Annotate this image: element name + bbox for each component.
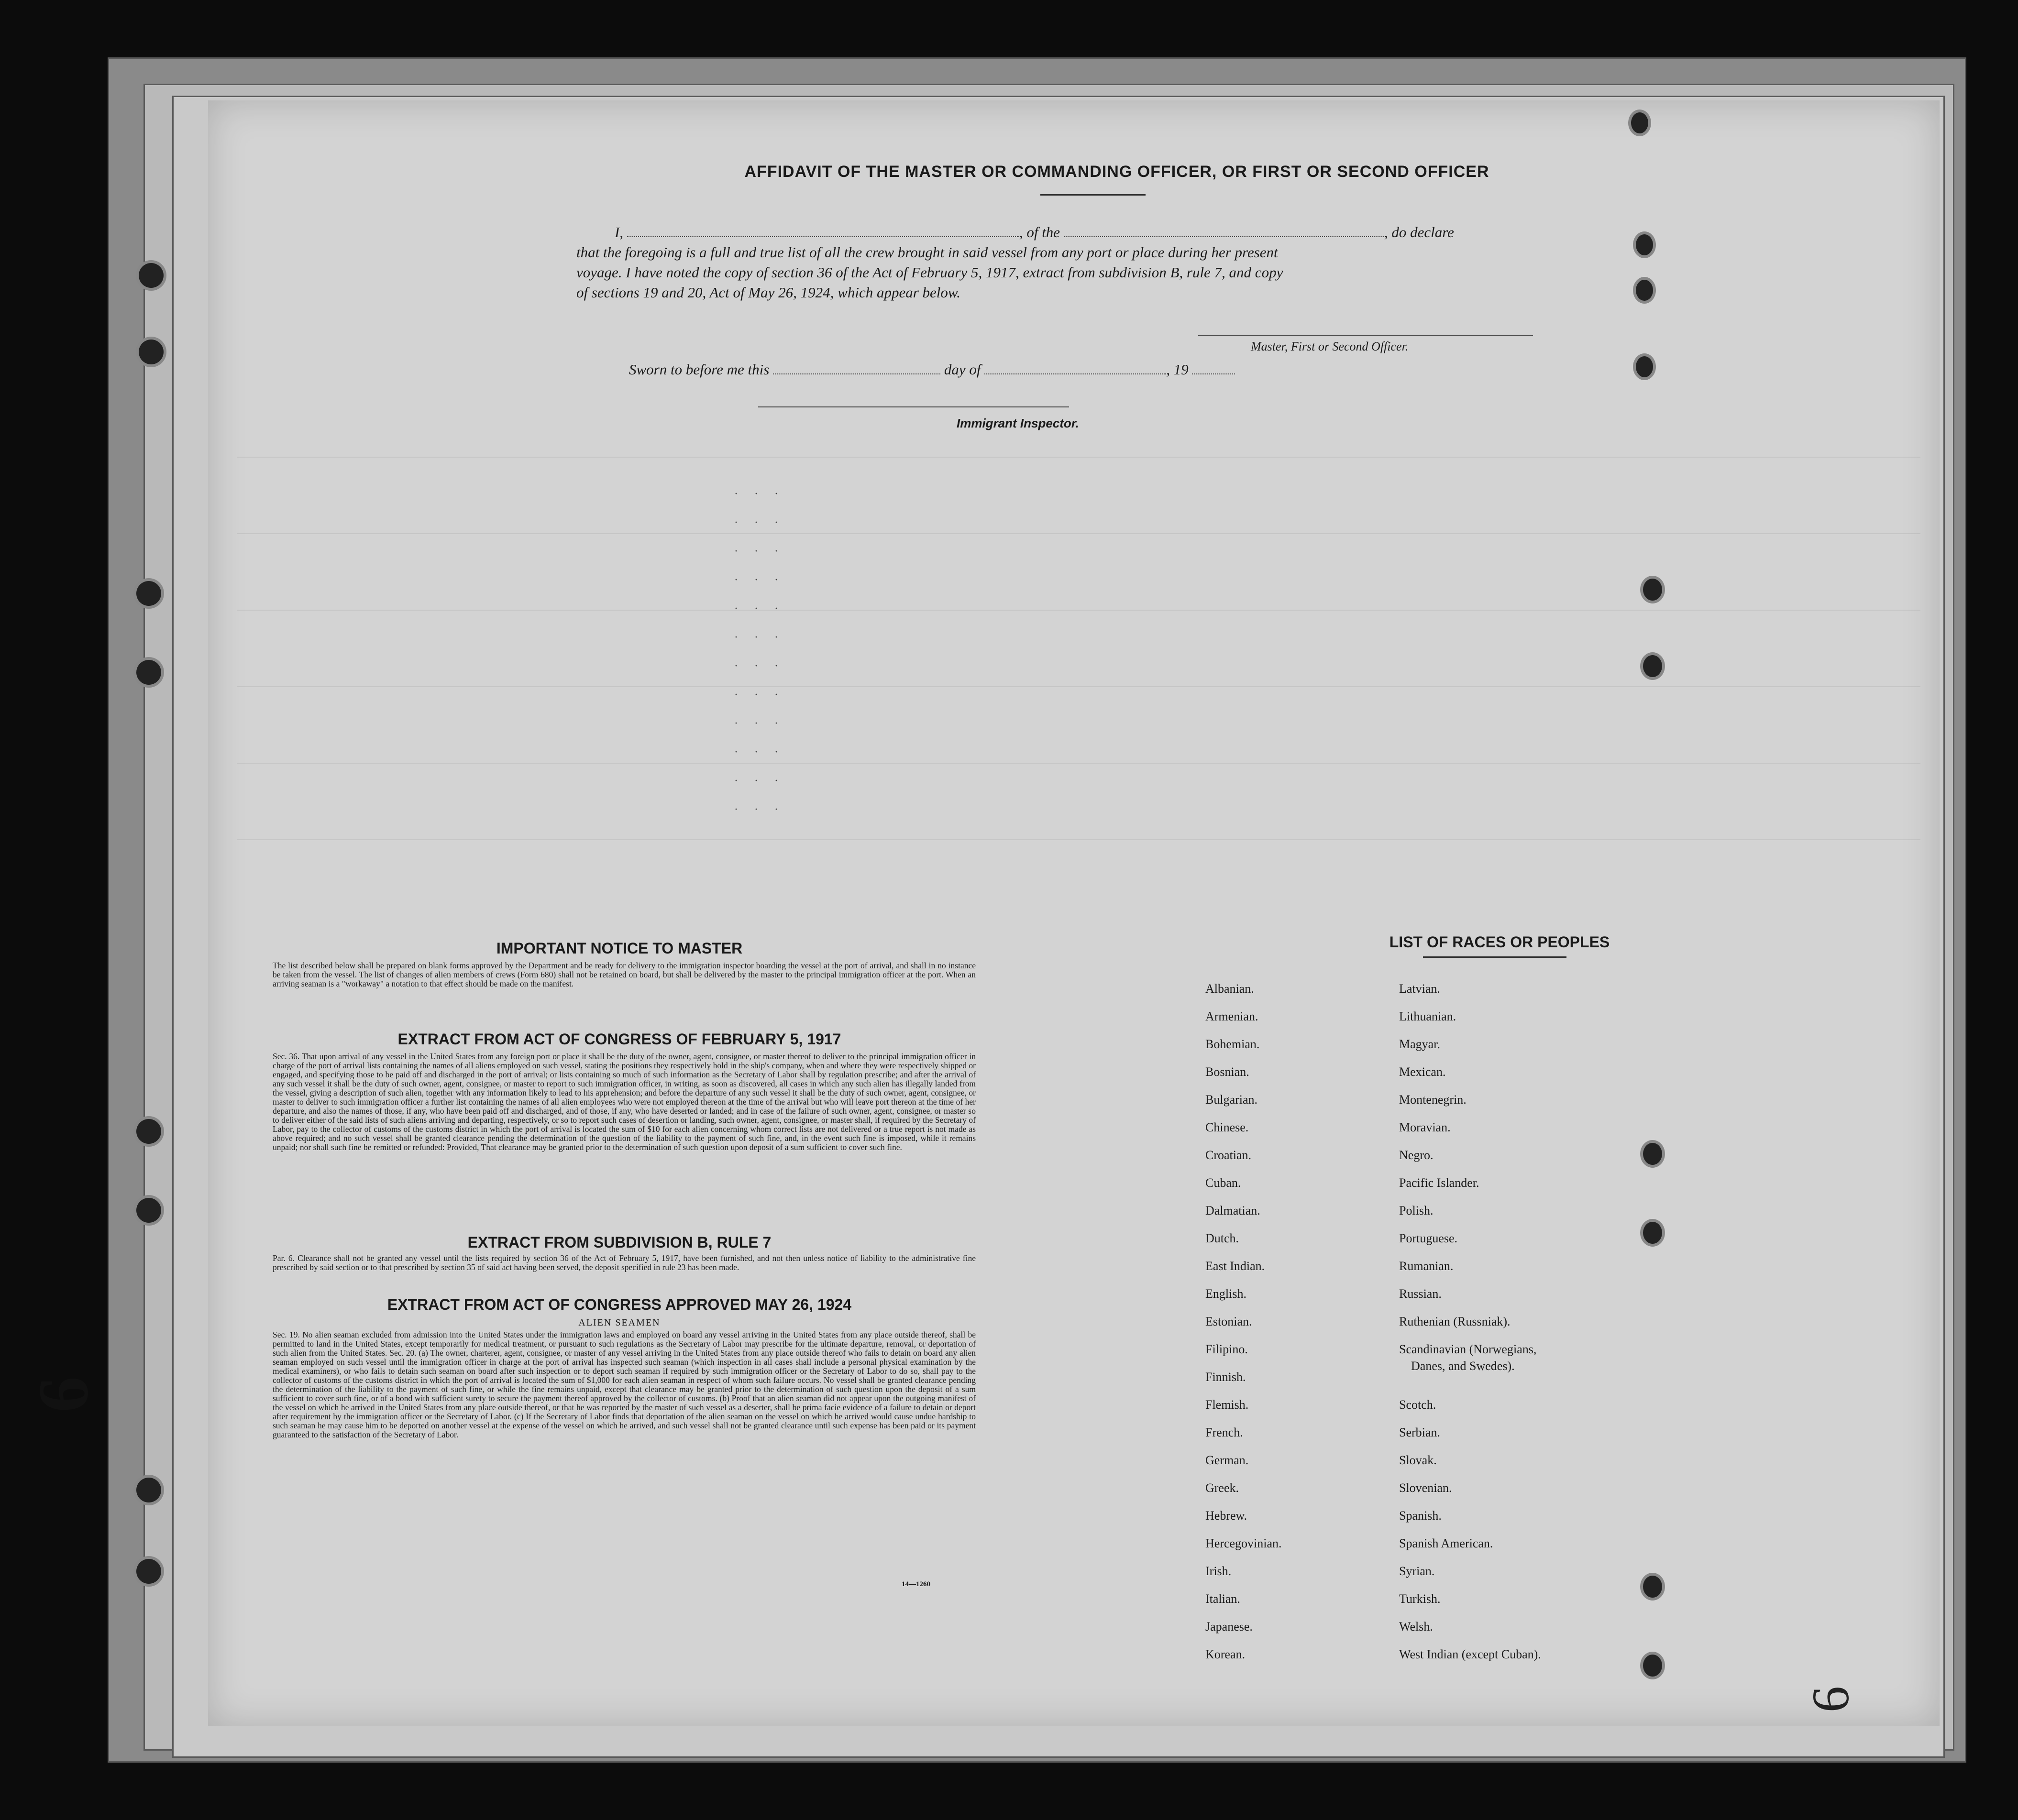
page-number: 6 — [1801, 1686, 1860, 1712]
punch-hole-icon — [136, 581, 161, 606]
extract-subtitle: ALIEN SEAMEN — [578, 1317, 661, 1328]
dot-leader: · · · — [734, 689, 785, 701]
punch-hole-icon — [139, 263, 164, 288]
extract-body: Par. 6. Clearance shall not be granted any vessel until the lists required by section 36 of the Act of February 5, 1917, have been furnished, and not then unless notice of liability to the administrative fine prescribed by said section or to that prescribed by section 35 of said act having been served, the deposit specified in rule 23 has been made. — [273, 1253, 976, 1272]
race-item: Chinese. — [1205, 1120, 1249, 1134]
vessel-field[interactable] — [1064, 224, 1384, 237]
page-number: 6 — [23, 1376, 103, 1413]
dot-leader: · · · — [734, 660, 785, 672]
race-item: Serbian. — [1399, 1425, 1440, 1439]
race-item: Moravian. — [1399, 1120, 1451, 1134]
dot-leader: · · · — [734, 488, 785, 500]
extract-title: EXTRACT FROM ACT OF CONGRESS OF FEBRUARY 5, 1917 — [397, 1031, 841, 1048]
dot-leader: · · · — [734, 574, 785, 586]
sworn-line — [629, 361, 1235, 378]
race-item: Portuguese. — [1399, 1231, 1458, 1245]
sworn-text: , 19 — [1166, 361, 1189, 378]
race-item: Irish. — [1205, 1564, 1232, 1578]
divider — [1040, 194, 1146, 196]
race-item: Lithuanian. — [1399, 1009, 1456, 1023]
race-item: Russian. — [1399, 1287, 1442, 1301]
divider — [1423, 956, 1566, 958]
signature-line[interactable] — [1198, 335, 1533, 336]
punch-hole-icon — [1636, 280, 1653, 301]
notice-body: The list described below shall be prepared on blank forms approved by the Department and be ready for delivery to the immigration inspector boarding the vessel at the port of arrival, and shall in no instance be taken from the vessel. The list of changes of alien members of crews (Form 680) shall not be retained on board, but shall be delivered by the master to the principal immigration officer at the port. When an arriving seaman is a "workaway" a notation to that effect should be made on the manifest. — [273, 961, 976, 988]
extract-body: Sec. 19. No alien seaman excluded from admission into the United States under the immigration laws and employed on board any vessel arriving in the United States from any place outside thereof, shall be permitted to land in the United States, except temporarily for medical treatment, or pursuant to such regulations as the Secretary of Labor may prescribe for the ultimate departure, removal, or deportation of such alien from the United States. Sec. 20. (a) The owner, charterer, agent, consignee, or master of any vessel arriving in the United States from any place outside thereof who fails to detain on board any alien seaman employed on such vessel until the immigration officer in charge at the port of arrival has inspected such seaman (which inspection in all cases shall include a personal physical examination by the medical examiners), or who fails to detain such seaman on board after such inspection or to deport such seaman if required by such immigration officer or the Secretary of Labor to do so, shall pay to the collector of customs of the customs district in which the port of arrival is located the sum of $1,000 for each alien seaman in respect of whom such failure occurs. No vessel shall be granted clearance pending the determination of the liability to the payment of such fine, or while the fine remains unpaid, except that clearance may be granted prior to the determination of such question upon the deposit of a sum sufficient to cover such fine, or of a bond with sufficient surety to secure the payment thereof approved by the collector of customs. (b) Proof that an alien seaman did not appear upon the outgoing manifest of the vessel on which he arrived in the United States from any place outside thereof, or that he was reported by the master of such vessel as a deserter, shall be prima facie evidence of a failure to detain or deport after requirement by the immigration officer or the Secretary of Labor. (c) If the Secretary of Labor finds that deportation of the alien seaman on the vessel on which he arrived would cause undue hardship to such seaman he may cause him to be deported on another vessel at the expense of the vessel on which he arrived, and such vessel shall not be granted clearance until such expense has been paid or its payment guaranteed to the satisfaction of the Secretary of Labor. — [273, 1330, 976, 1439]
race-item: English. — [1205, 1287, 1246, 1301]
race-item: Bosnian. — [1205, 1065, 1249, 1079]
race-item: Negro. — [1399, 1148, 1434, 1162]
race-item: Armenian. — [1205, 1009, 1258, 1023]
punch-hole-icon — [1643, 655, 1662, 677]
race-item: Mexican. — [1399, 1065, 1446, 1079]
race-item: Finnish. — [1205, 1370, 1246, 1384]
affidavit-line — [615, 224, 1454, 241]
race-item: East Indian. — [1205, 1259, 1265, 1273]
affidavit-text: voyage. I have noted the copy of section 36 of the Act of February 5, 1917, extract from subdivision B, rule 7, and copy — [576, 264, 1283, 281]
document-sheet — [208, 100, 1940, 1726]
signature-line[interactable] — [758, 406, 1069, 407]
race-item: Rumanian. — [1399, 1259, 1454, 1273]
race-item: Japanese. — [1205, 1620, 1253, 1634]
race-item: Flemish. — [1205, 1398, 1249, 1412]
punch-hole-icon — [1631, 112, 1648, 133]
race-item: French. — [1205, 1425, 1243, 1439]
dot-leader: · · · — [734, 516, 785, 529]
race-item: Welsh. — [1399, 1620, 1433, 1634]
race-item: Slovak. — [1399, 1453, 1437, 1467]
race-item: Hebrew. — [1205, 1509, 1247, 1523]
punch-hole-icon — [136, 1478, 161, 1502]
race-item: Spanish American. — [1399, 1536, 1493, 1550]
extract-title: EXTRACT FROM SUBDIVISION B, RULE 7 — [467, 1234, 772, 1251]
punch-hole-icon — [1636, 356, 1653, 377]
affidavit-text: of sections 19 and 20, Act of May 26, 1924, which appear below. — [576, 284, 961, 301]
race-item: Spanish. — [1399, 1509, 1442, 1523]
race-item: Scandinavian (Norwegians, — [1399, 1342, 1537, 1356]
form-code: 14—1260 — [902, 1580, 930, 1588]
race-item: German. — [1205, 1453, 1249, 1467]
affidavit-text: , of the — [1019, 224, 1060, 241]
race-item: Italian. — [1205, 1592, 1240, 1606]
race-item: Montenegrin. — [1399, 1093, 1467, 1107]
race-item: Scotch. — [1399, 1398, 1436, 1412]
race-item: Polish. — [1399, 1204, 1434, 1217]
dot-leader: · · · — [734, 631, 785, 644]
inspector-label: Immigrant Inspector. — [957, 416, 1079, 430]
month-field[interactable] — [984, 361, 1166, 374]
race-item: Korean. — [1205, 1647, 1246, 1661]
punch-hole-icon — [1643, 579, 1662, 601]
punch-hole-icon — [136, 1119, 161, 1144]
race-item: Albanian. — [1205, 982, 1254, 996]
race-item: Syrian. — [1399, 1564, 1435, 1578]
name-field[interactable] — [627, 224, 1019, 237]
race-item: Pacific Islander. — [1399, 1176, 1479, 1190]
race-item: Danes, and Swedes). — [1411, 1359, 1515, 1373]
race-item: Magyar. — [1399, 1037, 1440, 1051]
race-item: Croatian. — [1205, 1148, 1252, 1162]
race-item: Dalmatian. — [1205, 1204, 1260, 1217]
punch-hole-icon — [1643, 1655, 1662, 1677]
affidavit-title: AFFIDAVIT OF THE MASTER OR COMMANDING OFFICER, OR FIRST OR SECOND OFFICER — [744, 163, 1489, 181]
race-item: Greek. — [1205, 1481, 1239, 1495]
dot-leader: · · · — [734, 545, 785, 558]
extract-title: EXTRACT FROM ACT OF CONGRESS APPROVED MAY 26, 1924 — [387, 1296, 852, 1313]
day-field[interactable] — [773, 361, 940, 374]
punch-hole-icon — [136, 660, 161, 685]
punch-hole-icon — [136, 1559, 161, 1584]
sworn-text: day of — [944, 361, 981, 378]
extract-body: Sec. 36. That upon arrival of any vessel in the United States from any foreign port or place it shall be the duty of the owner, agent, consignee, or master thereof to deliver to the principal immigration officer in charge of the port of arrival lists containing the names of all aliens employed on such vessel, stating the positions they respectively hold in the ship's company, when and where they were respectively shipped or engaged, and specifying those to be paid off and discharged in the port of arrival; or lists containing so much of such information as the Secretary of Labor shall by regulation prescribe; and after the arrival of any such vessel it shall be the duty of such owner, agent, consignee, or master to report to such immigration officer, in writing, as soon as discovered, all cases in which any such alien has illegally landed from the vessel, giving a description of such alien, together with any information likely to lead to his apprehension; and before the departure of any such vessel it shall be the duty of such owner, agent, consignee, or master to deliver to such immigration officer a further list containing the names of all alien employees who were not employed thereon at the time of the arrival but who will leave port thereon at the time of her departure, and also the names of those, if any, who have been paid off and discharged, and of those, if any, who have deserted or landed; and in case of the failure of such owner, agent, consignee, or master so to deliver either of the said lists of such aliens arriving and departing, respectively, or so to report such cases of desertion or landing, such owner, agent, consignee, or master shall, if required by the Secretary of Labor, pay to the collector of customs of the customs district in which the port of arrival is located the sum of $10 for each alien concerning whom correct lists are not delivered or a true report is not made as above required; and no such vessel shall be granted clearance pending the determination of the question of the liability to the payment of such fine, and, in the event such fine is imposed, while it remains unpaid; nor shall such fine be remitted or refunded: Provided, That clearance may be granted prior to the determination of such question upon deposit of a sum sufficient to cover such fine. — [273, 1052, 976, 1152]
year-field[interactable] — [1192, 361, 1235, 374]
race-item: Bulgarian. — [1205, 1093, 1258, 1107]
punch-hole-icon — [1643, 1576, 1662, 1598]
punch-hole-icon — [139, 340, 164, 364]
race-item: Bohemian. — [1205, 1037, 1260, 1051]
race-item: Dutch. — [1205, 1231, 1239, 1245]
race-item: Hercegovinian. — [1205, 1536, 1282, 1550]
affidavit-text: I, — [615, 224, 624, 241]
dot-leader: · · · — [734, 746, 785, 758]
race-item: Cuban. — [1205, 1176, 1241, 1190]
dot-leader: · · · — [734, 803, 785, 816]
punch-hole-icon — [1643, 1143, 1662, 1165]
race-item: Turkish. — [1399, 1592, 1441, 1606]
races-title: LIST OF RACES OR PEOPLES — [1389, 933, 1610, 951]
punch-hole-icon — [1636, 234, 1653, 255]
race-item: Ruthenian (Russniak). — [1399, 1315, 1511, 1328]
punch-hole-icon — [1643, 1222, 1662, 1244]
master-label: Master, First or Second Officer. — [1251, 340, 1409, 353]
race-item: Filipino. — [1205, 1342, 1248, 1356]
race-item: Slovenian. — [1399, 1481, 1452, 1495]
race-item: Latvian. — [1399, 982, 1440, 996]
sworn-text: Sworn to before me this — [629, 361, 770, 378]
dot-leader: · · · — [734, 717, 785, 730]
race-item: West Indian (except Cuban). — [1399, 1647, 1541, 1661]
race-item: Estonian. — [1205, 1315, 1252, 1328]
punch-hole-icon — [136, 1198, 161, 1223]
notice-title: IMPORTANT NOTICE TO MASTER — [496, 940, 743, 957]
affidavit-text: that the foregoing is a full and true list of all the crew brought in said vessel from any port or place during her present — [576, 244, 1278, 261]
dot-leader: · · · — [734, 775, 785, 787]
dot-leader: · · · — [734, 603, 785, 615]
affidavit-text: , do declare — [1384, 224, 1454, 241]
